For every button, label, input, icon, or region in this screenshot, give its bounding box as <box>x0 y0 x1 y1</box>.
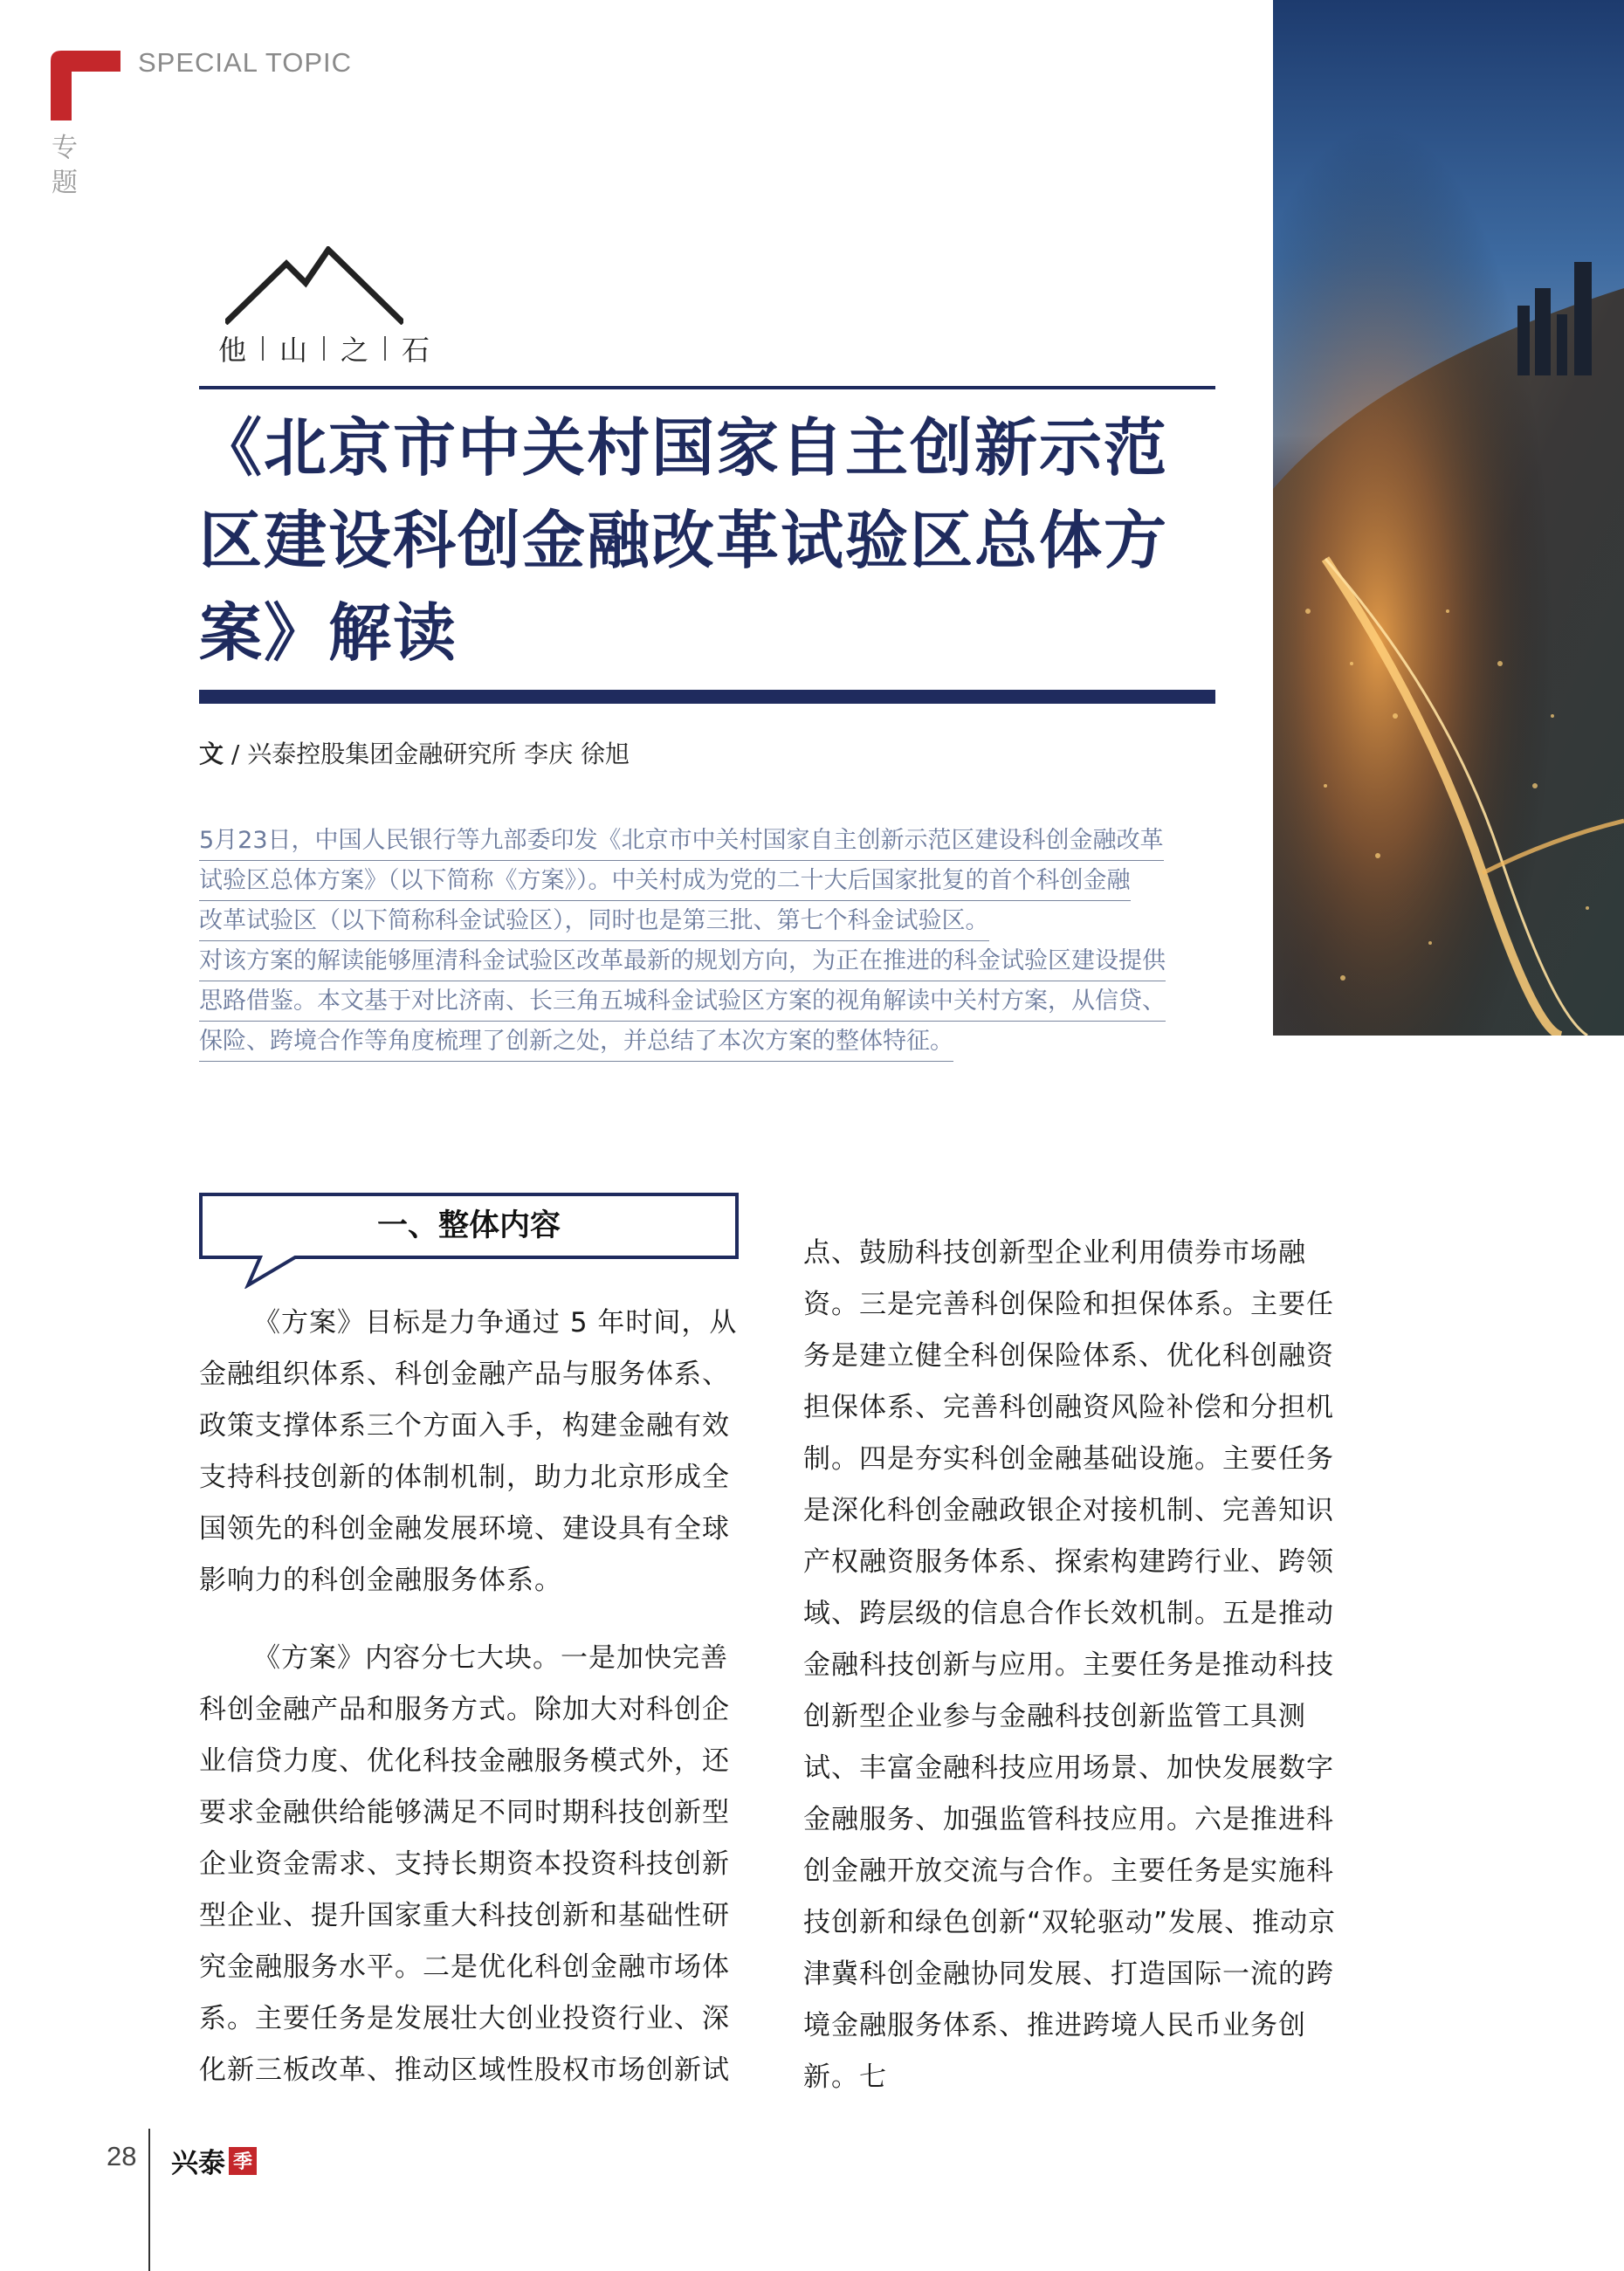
column-name <box>203 328 445 368</box>
column-char: 石 <box>402 334 430 367</box>
byline-prefix: 文 <box>199 740 224 768</box>
title-line: 案》解读 <box>199 595 458 670</box>
title-top-rule <box>199 386 1215 389</box>
title-line: 区建设科创金融改革试验区总体方 <box>199 503 1169 577</box>
byline <box>199 735 630 770</box>
title-line: 《北京市中关村国家自主创新示范 <box>199 410 1169 485</box>
column-char: 之 <box>341 334 369 367</box>
abstract-line: 试验区总体方案》（以下简称《方案》）。中关村成为党的二十大后国家批复的首个科创金融 <box>199 861 1131 901</box>
footer-divider <box>148 2129 150 2271</box>
title-bottom-rule <box>199 690 1215 704</box>
body-paragraph: 《方案》目标是力争通过 5 年时间，从金融组织体系、科创金融产品与服务体系、政策支撑体系三个方面入手，构建金融有效支持科技创新的体制机制，助力北京形成全国领先的科创金融发展环境、建设具有全球影响力的科创金融服务体系。 <box>199 1307 738 1596</box>
special-topic-label: SPECIAL TOPIC <box>138 47 353 78</box>
body-paragraph: 《方案》内容分七大块。一是加快完善科创金融产品和服务方式。除加大对科创企业信贷力度、优化科技金融服务模式外，还要求金融供给能够满足不同时期科技创新型企业资金需求、支持长期资本投资科技创新型企业、提升国家重大科技创新和基础性研究金融服务水平。二是优化科创金融市场体系。主要任务是发展壮大创业投资行业、深化新三板改革、推动区域性股权市场创新试 <box>199 1642 730 2086</box>
abstract <box>199 821 1215 1062</box>
mountain-icon <box>225 246 403 325</box>
left-column <box>199 1297 744 2096</box>
brand-name: 兴泰 <box>171 2148 225 2179</box>
abstract-line: 5月23日，中国人民银行等九部委印发《北京市中关村国家自主创新示范区建设科创金融改革 <box>199 821 1164 861</box>
corner-bracket-logo <box>51 51 120 120</box>
brand-mark-icon: 季 <box>229 2147 257 2175</box>
vertical-section-label: 专题 <box>52 133 78 198</box>
abstract-line: 思路借鉴。本文基于对比济南、长三角五城科金试验区方案的视角解读中关村方案，从信贷、 <box>199 981 1166 1022</box>
column-char: 他 <box>218 334 247 367</box>
section-heading: 一、整体内容 <box>376 1208 561 1243</box>
page-number: 28 <box>107 2141 137 2171</box>
abstract-line: 对该方案的解读能够厘清科金试验区改革最新的规划方向，为正在推进的科金试验区建设提供 <box>199 941 1166 981</box>
abstract-line: 改革试验区（以下简称科金试验区），同时也是第三批、第七个科金试验区。 <box>199 901 989 941</box>
article-title <box>199 402 1222 679</box>
right-column <box>803 1228 1352 2103</box>
footer-brand <box>171 2141 257 2180</box>
byline-authors: / 兴泰控股集团金融研究所 李庆 徐旭 <box>224 740 630 768</box>
abstract-line: 保险、跨境合作等角度梳理了创新之处，并总结了本次方案的整体特征。 <box>199 1022 953 1062</box>
body-paragraph: 点、鼓励科技创新型企业利用债券市场融资。三是完善科创保险和担保体系。主要任务是建立健全科创保险体系、优化科创融资担保体系、完善科创融资风险补偿和分担机制。四是夯实科创金融基础设施。主要任务是深化科创金融政银企对接机制、完善知识产权融资服务体系、探索构建跨行业、跨领域、跨层级的信息合作长效机制。五是推动金融科技创新与应用。主要任务是推动科技创新型企业参与金融科技创新监管工具测试、丰富金融科技应用场景、加快发展数字金融服务、加强监管科技应用。六是推进科创金融开放交流与合作。主要任务是实施科技创新和绿色创新“双轮驱动”发展、推动京津冀科创金融协同发展、打造国际一流的跨境金融服务体系、推进跨境人民币业务创新。七 <box>803 1237 1337 2093</box>
column-char: 山 <box>279 334 308 367</box>
city-night-photo <box>1273 0 1624 1036</box>
